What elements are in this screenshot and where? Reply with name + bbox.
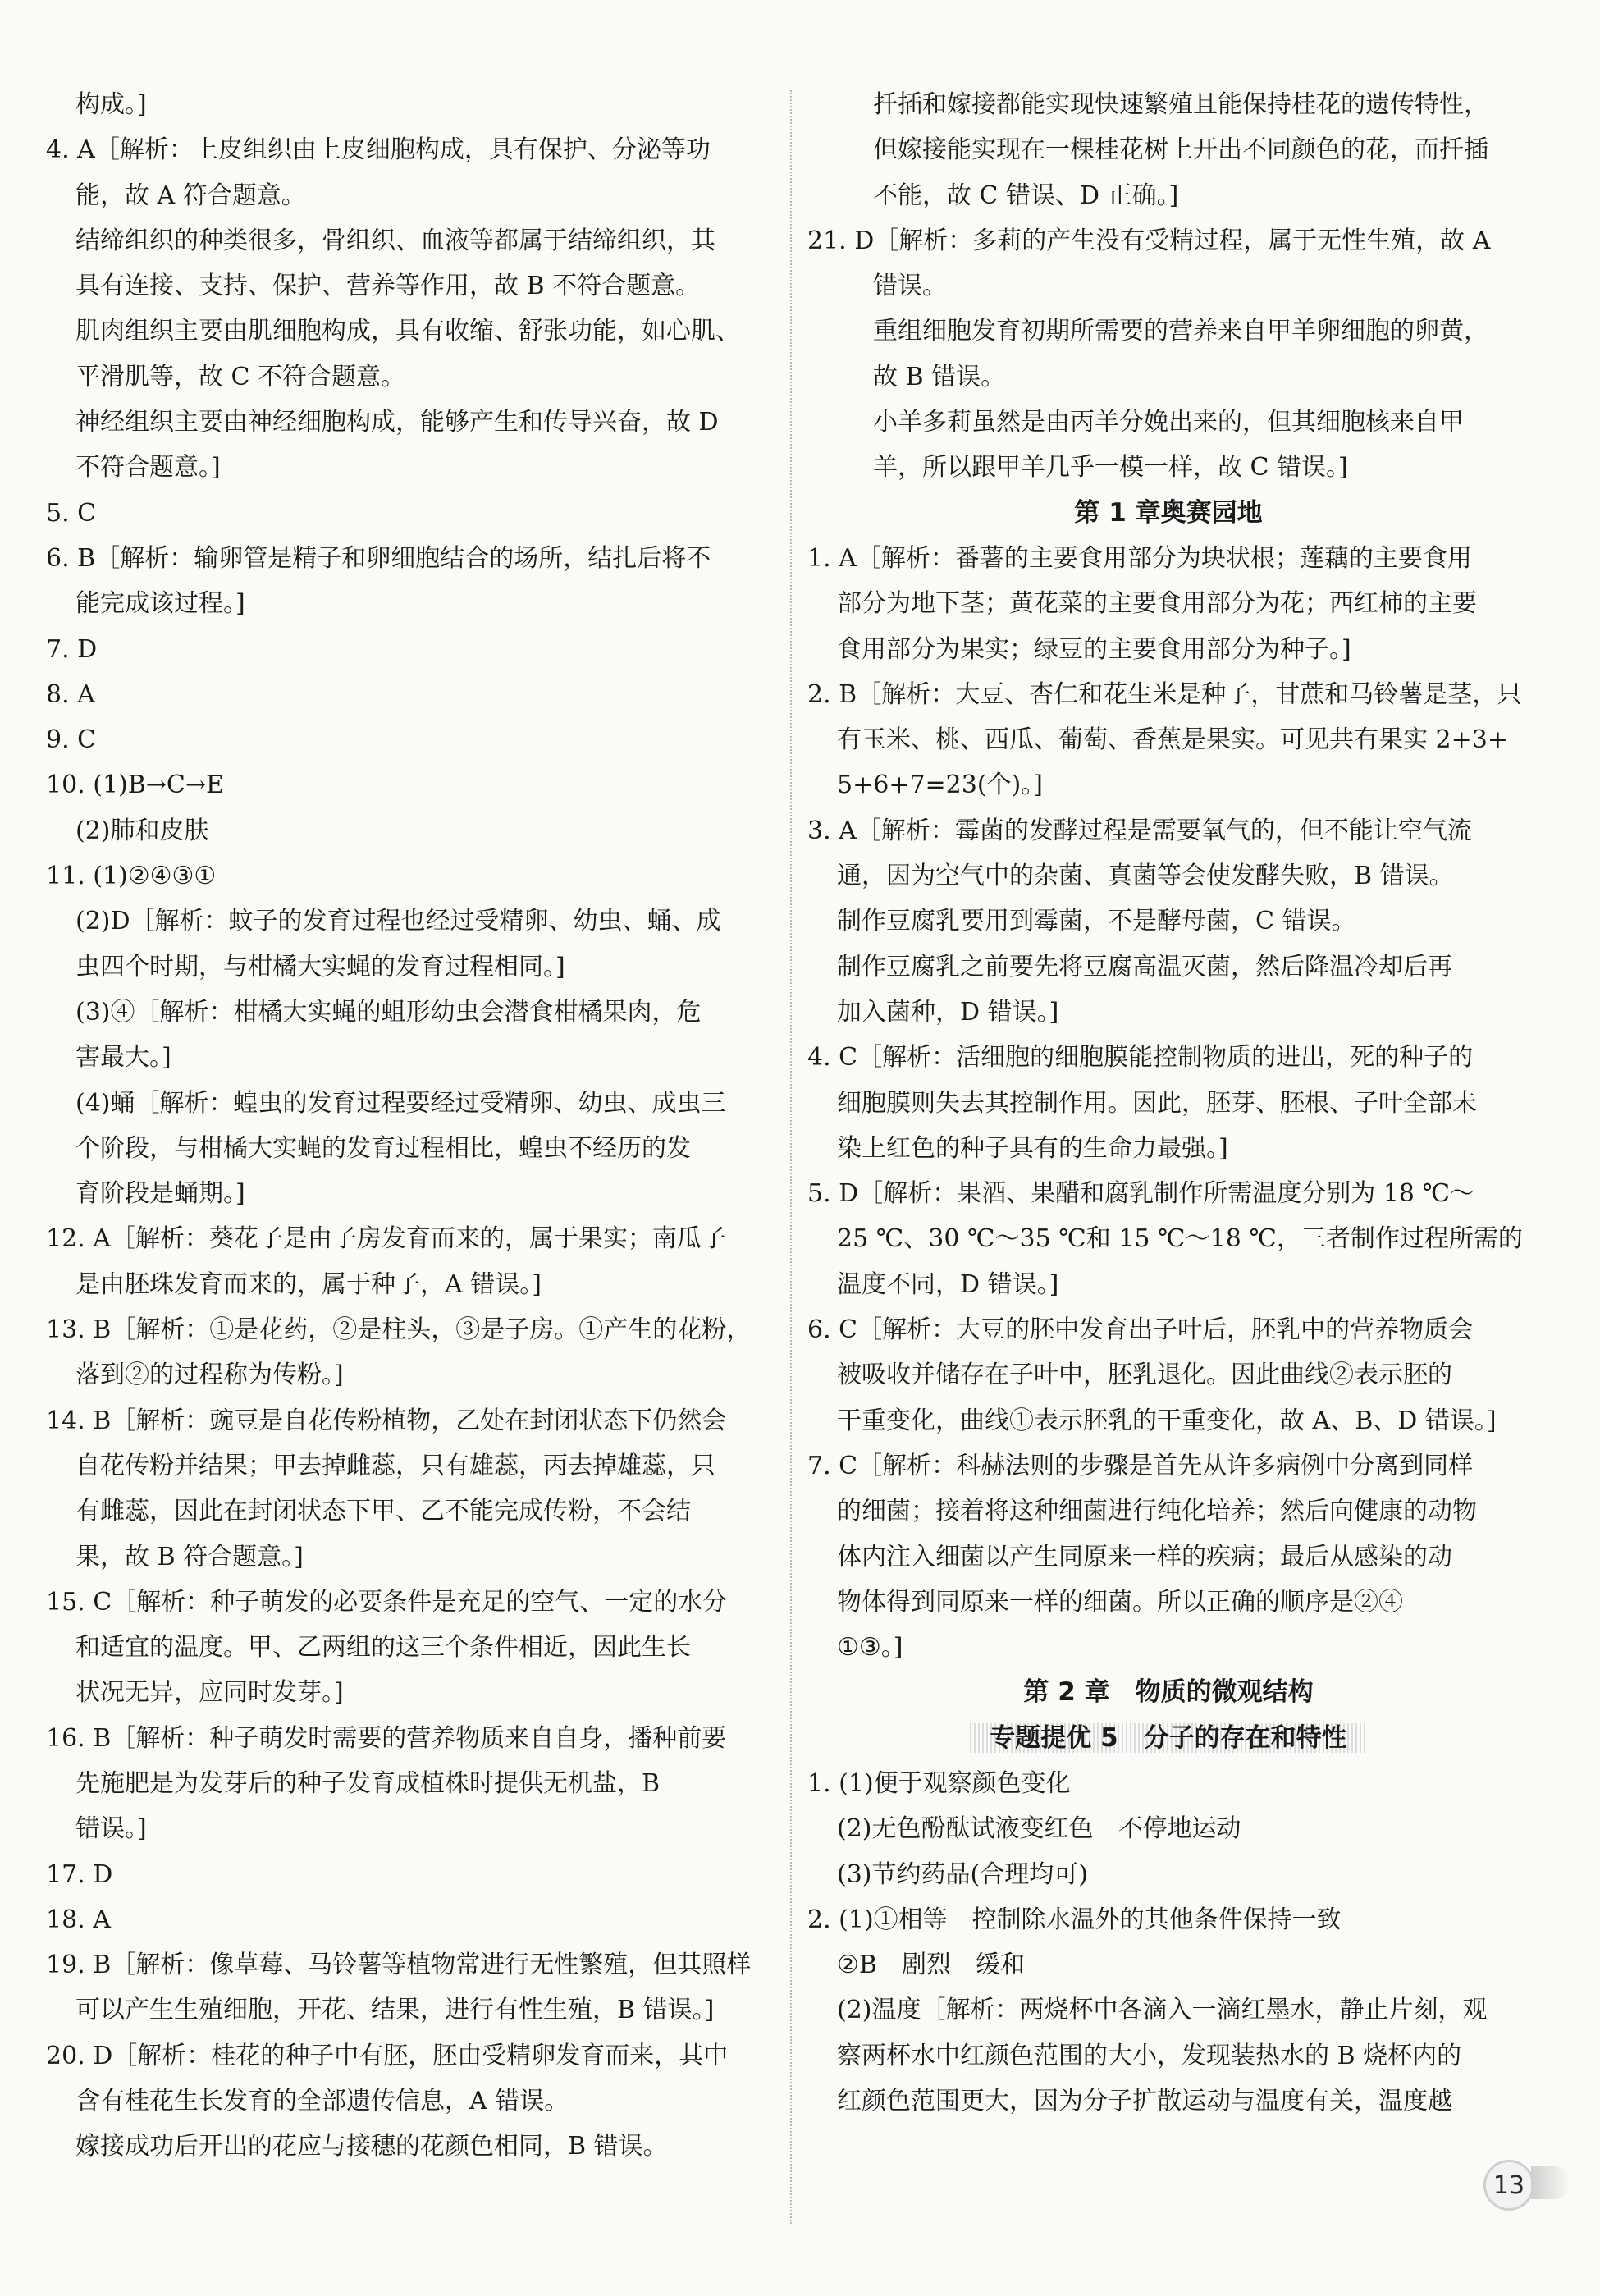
section-heading <box>807 1716 1529 1761</box>
answer-line: 能，故 A 符合题意。 <box>75 181 306 210</box>
section-heading-text: 专题提优 5 分子的存在和特性 <box>970 1723 1366 1753</box>
answer-line: 物体得到同原来一样的细菌。所以正确的顺序是②④ <box>837 1587 1403 1617</box>
answer-line: 温度不同，D 错误。] <box>837 1269 1059 1299</box>
answer-line: 个阶段，与柑橘大实蝇的发育过程相比，蝗虫不经历的发 <box>75 1133 691 1163</box>
answer-line: 1. (1)便于观察颜色变化 <box>807 1768 1071 1798</box>
answer-line: 部分为地下茎；黄花菜的主要食用部分为花；西红柿的主要 <box>837 589 1477 619</box>
answer-line: 状况无异，应同时发芽。] <box>75 1678 344 1708</box>
answer-line: 25 ℃、30 ℃～35 ℃和 15 ℃～18 ℃，三者制作过程所需的 <box>837 1224 1523 1254</box>
answer-line: 12. A［解析：葵花子是由子房发育而来的，属于果实；南瓜子 <box>46 1224 726 1254</box>
answer-line: 6. B［解析：输卵管是精子和卵细胞结合的场所，结扎后将不 <box>46 543 711 573</box>
answer-line: 小羊多莉虽然是由丙羊分娩出来的，但其细胞核来自甲 <box>873 408 1464 437</box>
answer-line: 有玉米、桃、西瓜、葡萄、香蕉是果实。可见共有果实 2+3+ <box>837 725 1508 755</box>
answer-line: 7. D <box>46 634 98 664</box>
answer-line: 4. C［解析：活细胞的细胞膜能控制物质的进出，死的种子的 <box>807 1043 1474 1073</box>
answer-line: 9. C <box>46 725 97 755</box>
answer-line: 干重变化，曲线①表示胚乳的干重变化，故 A、B、D 错误。] <box>837 1406 1497 1435</box>
answer-line: 肌肉组织主要由肌细胞构成，具有收缩、舒张功能，如心肌、 <box>75 317 740 346</box>
answer-line: 11. (1)②④③① <box>46 862 217 891</box>
section-heading-text: 第 2 章 物质的微观结构 <box>1023 1677 1314 1708</box>
answer-line: (2)D［解析：蚊子的发育过程也经过受精卵、幼虫、蛹、成 <box>75 907 721 936</box>
answer-line: 染上红色的种子具有的生命力最强。] <box>837 1133 1228 1163</box>
answer-line: 制作豆腐乳要用到霉菌，不是酵母菌，C 错误。 <box>837 907 1356 936</box>
answer-line: 20. D［解析：桂花的种子中有胚，胚由受精卵发育而来，其中 <box>46 2041 729 2070</box>
answer-line: 16. B［解析：种子萌发时需要的营养物质来自自身，播种前要 <box>46 1723 727 1753</box>
answer-line: 制作豆腐乳之前要先将豆腐高温灭菌，然后降温冷却后再 <box>837 952 1452 981</box>
answer-line: (2)无色酚酞试液变红色 不停地运动 <box>837 1814 1241 1844</box>
answer-line: 结缔组织的种类很多，骨组织、血液等都属于结缔组织，其 <box>75 226 715 255</box>
answer-line: 17. D <box>46 1859 113 1889</box>
answer-line: 19. B［解析：像草莓、马铃薯等植物常进行无性繁殖，但其照样 <box>46 1951 752 1980</box>
answer-line: 错误。] <box>75 1814 147 1844</box>
answer-line: 通，因为空气中的杂菌、真菌等会使发酵失败，B 错误。 <box>837 862 1454 891</box>
answer-line: 10. (1)B→C→E <box>46 771 224 800</box>
answer-line: 3. A［解析：霉菌的发酵过程是需要氧气的，但不能让空气流 <box>807 816 1472 845</box>
answer-line: 14. B［解析：豌豆是自花传粉植物，乙处在封闭状态下仍然会 <box>46 1406 727 1435</box>
answer-line: 果，故 B 符合题意。] <box>75 1542 304 1571</box>
answer-line: 15. C［解析：种子萌发的必要条件是充足的空气、一定的水分 <box>46 1587 728 1617</box>
answer-line: 18. A <box>46 1905 111 1934</box>
answer-line: 和适宜的温度。甲、乙两组的这三个条件相近，因此生长 <box>75 1633 691 1663</box>
answer-line: 是由胚珠发育而来的，属于种子，A 错误。] <box>75 1269 542 1299</box>
page-number: 13 <box>1483 2160 1534 2211</box>
answer-line: 神经组织主要由神经细胞构成，能够产生和传导兴奋，故 D <box>75 408 719 437</box>
answer-line: (2)温度［解析：两烧杯中各滴入一滴红墨水，静止片刻，观 <box>837 1996 1488 2025</box>
answer-line: 重组细胞发育初期所需要的营养来自甲羊卵细胞的卵黄， <box>873 317 1488 346</box>
answer-line: 5. D［解析：果酒、果醋和腐乳制作所需温度分别为 18 ℃～ <box>807 1179 1475 1209</box>
answer-line: 自花传粉并结果；甲去掉雌蕊，只有雄蕊，丙去掉雄蕊，只 <box>75 1451 715 1480</box>
answer-line: 不符合题意。] <box>75 453 221 483</box>
answer-line: (4)蛹［解析：蝗虫的发育过程要经过受精卵、幼虫、成虫三 <box>75 1088 726 1118</box>
answer-line: 4. A［解析：上皮组织由上皮细胞构成，具有保护、分泌等功 <box>46 135 711 165</box>
answer-line: 平滑肌等，故 C 不符合题意。 <box>75 362 406 391</box>
answer-line: 扦插和嫁接都能实现快速繁殖且能保持桂花的遗传特性， <box>873 90 1488 119</box>
answer-line: 1. A［解析：番薯的主要食用部分为块状根；莲藕的主要食用 <box>807 543 1472 573</box>
answer-line: 21. D［解析：多莉的产生没有受精过程，属于无性生殖，故 A <box>807 226 1491 255</box>
answer-line: 加入菌种，D 错误。] <box>837 997 1059 1027</box>
answer-line: 但嫁接能实现在一棵桂花树上开出不同颜色的花，而扦插 <box>873 135 1488 165</box>
section-heading <box>807 1670 1529 1715</box>
answer-line: 13. B［解析：①是花药，②是柱头，③是子房。①产生的花粉， <box>46 1315 752 1345</box>
answer-line: 故 B 错误。 <box>873 362 1006 391</box>
answer-line: (3)节约药品(合理均可) <box>837 1859 1088 1889</box>
answer-line: (3)④［解析：柑橘大实蝇的蛆形幼虫会潜食柑橘果肉，危 <box>75 997 702 1027</box>
left-column <box>46 82 768 2170</box>
answer-line: 被吸收并储存在子叶中，胚乳退化。因此曲线②表示胚的 <box>837 1361 1452 1390</box>
answer-line: 能完成该过程。] <box>75 589 245 619</box>
answer-line: 2. B［解析：大豆、杏仁和花生米是种子，甘蔗和马铃薯是茎，只 <box>807 679 1522 709</box>
answer-line: 错误。 <box>873 272 947 301</box>
answer-line: 的细菌；接着将这种细菌进行纯化培养；然后向健康的动物 <box>837 1497 1477 1526</box>
answer-line: ①③。] <box>837 1633 903 1663</box>
answer-line: 含有桂花生长发育的全部遗传信息，A 错误。 <box>75 2087 569 2116</box>
answer-line: 构成。] <box>75 90 147 119</box>
right-column <box>807 82 1529 2124</box>
answer-line: 8. A <box>46 679 95 709</box>
answer-line: 察两杯水中红颜色范围的大小，发现装热水的 B 烧杯内的 <box>837 2041 1462 2070</box>
section-heading <box>807 491 1529 536</box>
answer-line: 具有连接、支持、保护、营养等作用，故 B 不符合题意。 <box>75 272 701 301</box>
page-number-tab <box>1531 2166 1570 2199</box>
answer-line: 害最大。] <box>75 1043 171 1073</box>
answer-line: 6. C［解析：大豆的胚中发育出子叶后，胚乳中的营养物质会 <box>807 1315 1474 1345</box>
answer-line: 5+6+7=23(个)。] <box>837 771 1043 800</box>
answer-line: 食用部分为果实；绿豆的主要食用部分为种子。] <box>837 634 1351 664</box>
answer-line: 可以产生生殖细胞，开花、结果，进行有性生殖，B 错误。] <box>75 1996 715 2025</box>
answer-line: 7. C［解析：科赫法则的步骤是首先从许多病例中分离到同样 <box>807 1451 1474 1480</box>
answer-line: 2. (1)①相等 控制除水温外的其他条件保持一致 <box>807 1905 1342 1934</box>
answer-line: 不能，故 C 错误、D 正确。] <box>873 181 1179 210</box>
answer-line: 虫四个时期，与柑橘大实蝇的发育过程相同。] <box>75 952 565 981</box>
answer-line: 落到②的过程称为传粉。] <box>75 1361 344 1390</box>
answer-line: ②B 剧烈 缓和 <box>837 1951 1025 1980</box>
answer-line: 羊，所以跟甲羊几乎一模一样，故 C 错误。] <box>873 453 1348 483</box>
column-divider <box>790 90 793 2224</box>
answer-line: 5. C <box>46 498 97 528</box>
answer-line: 有雌蕊，因此在封闭状态下甲、乙不能完成传粉，不会结 <box>75 1497 691 1526</box>
answer-line: 体内注入细菌以产生同原来一样的疾病；最后从感染的动 <box>837 1542 1452 1571</box>
answer-line: (2)肺和皮肤 <box>75 816 209 845</box>
answer-line: 嫁接成功后开出的花应与接穗的花颜色相同，B 错误。 <box>75 2132 668 2161</box>
answer-line: 红颜色范围更大，因为分子扩散运动与温度有关，温度越 <box>837 2087 1452 2116</box>
section-heading-text: 第 1 章奥赛园地 <box>1074 497 1263 528</box>
answer-line: 育阶段是蛹期。] <box>75 1179 245 1209</box>
answer-line: 先施肥是为发芽后的种子发育成植株时提供无机盐，B <box>75 1768 661 1798</box>
answer-line: 细胞膜则失去其控制作用。因此，胚芽、胚根、子叶全部未 <box>837 1088 1477 1118</box>
